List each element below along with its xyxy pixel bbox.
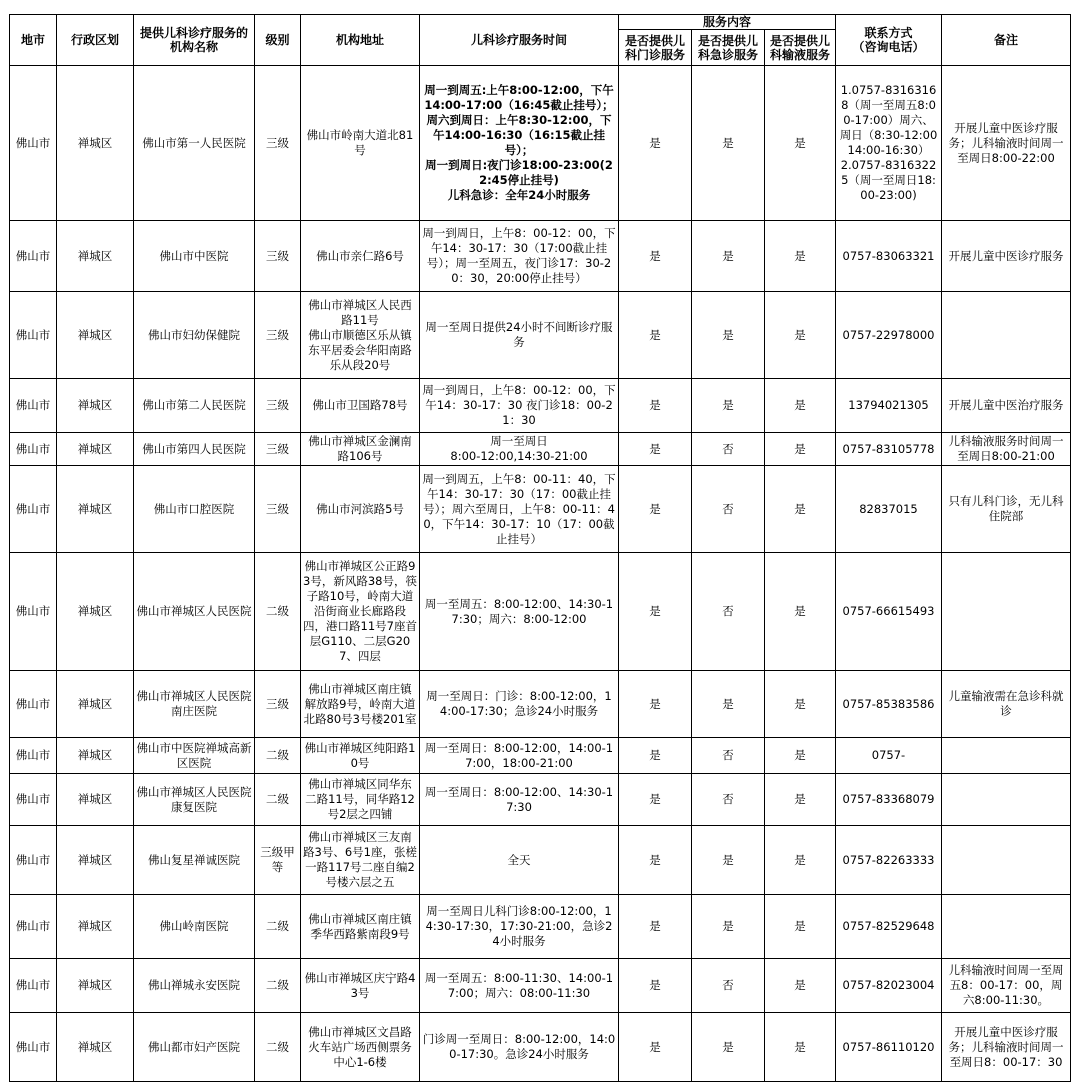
hours-cell: 周一到周五，上午8：00-11：40，下午14：30-17：30（17：00截止挂号）；周六至周日，上午8：00-11：40，下午14：30-17：10（17：00截止挂号）: [420, 466, 619, 553]
table-row: [10, 379, 1071, 433]
outpatient-cell: 是: [619, 66, 692, 221]
hours-cell: 周一至周日：8:00-12:00、14:30-17:30: [420, 774, 619, 826]
hours-cell: 全天: [420, 826, 619, 895]
address-cell: 佛山市岭南大道北81号: [301, 66, 420, 221]
outpatient-cell: 是: [619, 292, 692, 379]
pediatric-services-table-container: [9, 14, 1071, 1082]
table-row: [10, 1013, 1071, 1082]
emergency-cell: 是: [692, 1013, 765, 1082]
emergency-cell: 是: [692, 671, 765, 738]
emergency-cell: 是: [692, 379, 765, 433]
address-cell: 佛山市禅城区公正路93号，新风路38号，筷子路10号，岭南大道沿街商业长廊路段四，港口路11号7座首层G110、二层G207、四层: [301, 553, 420, 671]
table-row: [10, 959, 1071, 1013]
header-row-top: [10, 15, 1071, 30]
table-row: [10, 433, 1071, 466]
hours-cell: 门诊周一至周日：8:00-12:00，14:00-17:30。急诊24小时服务: [420, 1013, 619, 1082]
note-cell: 开展儿童中医治疗服务: [942, 379, 1071, 433]
district-cell: 禅城区: [57, 292, 134, 379]
emergency-cell: 否: [692, 433, 765, 466]
address-cell: 佛山市禅城区庆宁路43号: [301, 959, 420, 1013]
header-service-group: 服务内容: [619, 15, 836, 30]
phone-cell: 0757-86110120: [836, 1013, 942, 1082]
hours-cell: 周一至周日提供24小时不间断诊疗服务: [420, 292, 619, 379]
infusion-cell: 是: [765, 66, 836, 221]
infusion-cell: 是: [765, 433, 836, 466]
level-cell: 二级: [255, 774, 301, 826]
infusion-cell: 是: [765, 774, 836, 826]
level-cell: 三级: [255, 466, 301, 553]
header-infusion: 是否提供儿科输液服务: [765, 30, 836, 66]
emergency-cell: 否: [692, 553, 765, 671]
district-cell: 禅城区: [57, 895, 134, 959]
institution-cell: 佛山市第四人民医院: [134, 433, 255, 466]
district-cell: 禅城区: [57, 66, 134, 221]
level-cell: 二级: [255, 895, 301, 959]
phone-cell: 1.0757-83163168（周一至周五8:00-17:00）周六、周日（8:30-12:00 14:00-16:30） 2.0757-83163225（周一至周日18:00-23:00): [836, 66, 942, 221]
level-cell: 三级: [255, 292, 301, 379]
emergency-cell: 是: [692, 895, 765, 959]
district-cell: 禅城区: [57, 671, 134, 738]
hours-cell: 周一至周五：8:00-11:30、14:00-17:00；周六：08:00-11:30: [420, 959, 619, 1013]
hours-cell: 周一至周日：8:00-12:00，14:00-17:00，18:00-21:00: [420, 738, 619, 774]
emergency-cell: 是: [692, 292, 765, 379]
note-cell: 开展儿童中医诊疗服务；儿科输液时间周一至周日8:00-22:00: [942, 66, 1071, 221]
district-cell: 禅城区: [57, 774, 134, 826]
outpatient-cell: 是: [619, 379, 692, 433]
emergency-cell: 是: [692, 66, 765, 221]
infusion-cell: 是: [765, 466, 836, 553]
institution-cell: 佛山市禅城区人民医院: [134, 553, 255, 671]
infusion-cell: 是: [765, 553, 836, 671]
level-cell: 二级: [255, 959, 301, 1013]
infusion-cell: 是: [765, 379, 836, 433]
header-note: 备注: [942, 15, 1071, 66]
institution-cell: 佛山市禅城区人民医院康复医院: [134, 774, 255, 826]
infusion-cell: 是: [765, 959, 836, 1013]
institution-cell: 佛山市妇幼保健院: [134, 292, 255, 379]
note-cell: [942, 292, 1071, 379]
header-district: 行政区划: [57, 15, 134, 66]
institution-cell: 佛山市中医院禅城高新区医院: [134, 738, 255, 774]
city-cell: 佛山市: [10, 774, 57, 826]
city-cell: 佛山市: [10, 959, 57, 1013]
level-cell: 二级: [255, 738, 301, 774]
level-cell: 三级甲等: [255, 826, 301, 895]
emergency-cell: 否: [692, 774, 765, 826]
city-cell: 佛山市: [10, 895, 57, 959]
phone-cell: 0757-85383586: [836, 671, 942, 738]
district-cell: 禅城区: [57, 379, 134, 433]
note-cell: 儿童输液需在急诊科就诊: [942, 671, 1071, 738]
table-row: [10, 553, 1071, 671]
table-row: [10, 895, 1071, 959]
outpatient-cell: 是: [619, 738, 692, 774]
city-cell: 佛山市: [10, 379, 57, 433]
infusion-cell: 是: [765, 826, 836, 895]
address-cell: 佛山市禅城区金澜南路106号: [301, 433, 420, 466]
phone-cell: 0757-82023004: [836, 959, 942, 1013]
phone-cell: 0757-83105778: [836, 433, 942, 466]
outpatient-cell: 是: [619, 1013, 692, 1082]
hours-cell: 周一至周日：门诊：8:00-12:00，14:00-17:30；急诊24小时服务: [420, 671, 619, 738]
infusion-cell: 是: [765, 671, 836, 738]
institution-cell: 佛山市中医院: [134, 221, 255, 292]
table-row: [10, 292, 1071, 379]
emergency-cell: 是: [692, 221, 765, 292]
phone-cell: 0757-82263333: [836, 826, 942, 895]
header-hours: 儿科诊疗服务时间: [420, 15, 619, 66]
level-cell: 三级: [255, 379, 301, 433]
city-cell: 佛山市: [10, 826, 57, 895]
city-cell: 佛山市: [10, 738, 57, 774]
district-cell: 禅城区: [57, 221, 134, 292]
hours-cell: 周一至周五：8:00-12:00、14:30-17:30；周六：8:00-12:00: [420, 553, 619, 671]
hours-cell: 周一到周日，上午8：00-12：00，下午14：30-17：30（17:00截止挂号）；周一至周五，夜门诊17：30-20：30，20:00停止挂号）: [420, 221, 619, 292]
hours-cell: 周一至周日 8:00-12:00,14:30-21:00: [420, 433, 619, 466]
hours-cell: 周一至周日儿科门诊8:00-12:00，14:30-17:30，17:30-21:00，急诊24小时服务: [420, 895, 619, 959]
note-cell: [942, 738, 1071, 774]
infusion-cell: 是: [765, 738, 836, 774]
emergency-cell: 否: [692, 466, 765, 553]
note-cell: 开展儿童中医诊疗服务: [942, 221, 1071, 292]
outpatient-cell: 是: [619, 553, 692, 671]
table-row: [10, 66, 1071, 221]
note-cell: [942, 895, 1071, 959]
address-cell: 佛山市亲仁路6号: [301, 221, 420, 292]
district-cell: 禅城区: [57, 1013, 134, 1082]
outpatient-cell: 是: [619, 774, 692, 826]
level-cell: 三级: [255, 66, 301, 221]
table-row: [10, 738, 1071, 774]
phone-cell: 82837015: [836, 466, 942, 553]
address-cell: 佛山市禅城区文昌路火车站广场西侧票务中心1-6楼: [301, 1013, 420, 1082]
table-body: [10, 66, 1071, 1082]
district-cell: 禅城区: [57, 466, 134, 553]
level-cell: 二级: [255, 1013, 301, 1082]
note-cell: [942, 774, 1071, 826]
city-cell: 佛山市: [10, 221, 57, 292]
city-cell: 佛山市: [10, 671, 57, 738]
table-row: [10, 826, 1071, 895]
institution-cell: 佛山复星禅诚医院: [134, 826, 255, 895]
city-cell: 佛山市: [10, 466, 57, 553]
header-contact: 联系方式 （咨询电话）: [836, 15, 942, 66]
infusion-cell: 是: [765, 1013, 836, 1082]
outpatient-cell: 是: [619, 221, 692, 292]
header-address: 机构地址: [301, 15, 420, 66]
city-cell: 佛山市: [10, 66, 57, 221]
table-row: [10, 671, 1071, 738]
phone-cell: 0757-22978000: [836, 292, 942, 379]
institution-cell: 佛山禅城永安医院: [134, 959, 255, 1013]
pediatric-services-table: [9, 14, 1071, 1082]
header-institution: 提供儿科诊疗服务的机构名称: [134, 15, 255, 66]
address-cell: 佛山市禅城区南庄镇季华西路紫南段9号: [301, 895, 420, 959]
phone-cell: 0757-66615493: [836, 553, 942, 671]
address-cell: 佛山市禅城区同华东二路11号，同华路12号2层之四铺: [301, 774, 420, 826]
note-cell: [942, 553, 1071, 671]
note-cell: 只有儿科门诊，无儿科住院部: [942, 466, 1071, 553]
infusion-cell: 是: [765, 292, 836, 379]
outpatient-cell: 是: [619, 671, 692, 738]
emergency-cell: 否: [692, 959, 765, 1013]
address-cell: 佛山市河滨路5号: [301, 466, 420, 553]
address-cell: 佛山市禅城区三友南路3号、6号1座，张槎一路117号二座自编2号楼六层之五: [301, 826, 420, 895]
header-emergency: 是否提供儿科急诊服务: [692, 30, 765, 66]
address-cell: 佛山市卫国路78号: [301, 379, 420, 433]
level-cell: 三级: [255, 433, 301, 466]
header-city: 地市: [10, 15, 57, 66]
city-cell: 佛山市: [10, 433, 57, 466]
address-cell: 佛山市禅城区纯阳路10号: [301, 738, 420, 774]
institution-cell: 佛山市第二人民医院: [134, 379, 255, 433]
table-row: [10, 221, 1071, 292]
phone-cell: 0757-83368079: [836, 774, 942, 826]
table-row: [10, 466, 1071, 553]
address-cell: 佛山市禅城区人民西路11号 佛山市顺德区乐从镇东平居委会华阳南路乐从段20号: [301, 292, 420, 379]
city-cell: 佛山市: [10, 1013, 57, 1082]
note-cell: 儿科输液时间周一至周五8：00-17：00，周六8:00-11:30。: [942, 959, 1071, 1013]
city-cell: 佛山市: [10, 292, 57, 379]
phone-cell: 0757-: [836, 738, 942, 774]
district-cell: 禅城区: [57, 553, 134, 671]
header-level: 级别: [255, 15, 301, 66]
infusion-cell: 是: [765, 895, 836, 959]
infusion-cell: 是: [765, 221, 836, 292]
emergency-cell: 是: [692, 826, 765, 895]
phone-cell: 0757-82529648: [836, 895, 942, 959]
district-cell: 禅城区: [57, 826, 134, 895]
note-cell: [942, 826, 1071, 895]
hours-cell: 周一到周日，上午8：00-12：00，下午14：30-17：30 夜门诊18：00-21：30: [420, 379, 619, 433]
outpatient-cell: 是: [619, 433, 692, 466]
level-cell: 三级: [255, 221, 301, 292]
institution-cell: 佛山都市妇产医院: [134, 1013, 255, 1082]
outpatient-cell: 是: [619, 466, 692, 553]
level-cell: 三级: [255, 671, 301, 738]
note-cell: 开展儿童中医诊疗服务；儿科输液时间周一至周日8：00-17：30: [942, 1013, 1071, 1082]
header-outpatient: 是否提供儿科门诊服务: [619, 30, 692, 66]
level-cell: 二级: [255, 553, 301, 671]
note-cell: 儿科输液服务时间周一至周日8:00-21:00: [942, 433, 1071, 466]
address-cell: 佛山市禅城区南庄镇解放路9号，岭南大道北路80号3号楼201室: [301, 671, 420, 738]
institution-cell: 佛山市口腔医院: [134, 466, 255, 553]
outpatient-cell: 是: [619, 895, 692, 959]
district-cell: 禅城区: [57, 738, 134, 774]
district-cell: 禅城区: [57, 959, 134, 1013]
phone-cell: 0757-83063321: [836, 221, 942, 292]
emergency-cell: 否: [692, 738, 765, 774]
institution-cell: 佛山市禅城区人民医院南庄医院: [134, 671, 255, 738]
outpatient-cell: 是: [619, 959, 692, 1013]
institution-cell: 佛山岭南医院: [134, 895, 255, 959]
outpatient-cell: 是: [619, 826, 692, 895]
phone-cell: 13794021305: [836, 379, 942, 433]
table-row: [10, 774, 1071, 826]
district-cell: 禅城区: [57, 433, 134, 466]
city-cell: 佛山市: [10, 553, 57, 671]
hours-cell: 周一到周五:上午8:00-12:00，下午14:00-17:00（16:45截止挂号）； 周六到周日：上午8:30-12:00，下午14:00-16:30（16:15截止挂号）； 周一到周日:夜门诊18:00-23:00(22:45停止挂号) 儿科急诊：全年24小时服务: [420, 66, 619, 221]
institution-cell: 佛山市第一人民医院: [134, 66, 255, 221]
